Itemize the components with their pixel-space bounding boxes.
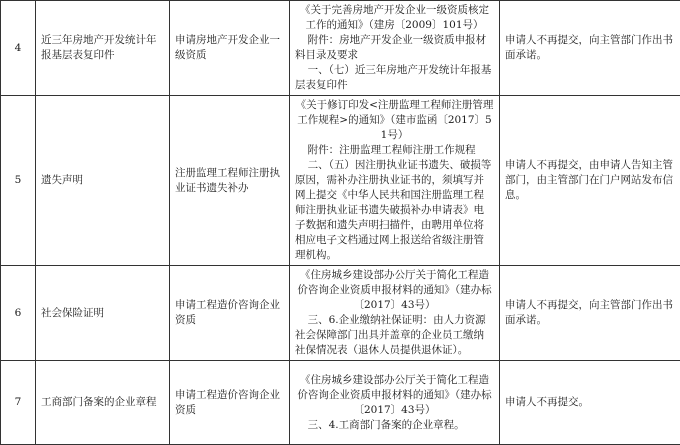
replacement-measure: 申请人不再提交。 — [500, 361, 680, 445]
related-item: 申请工程造价咨询企业资质 — [170, 266, 290, 361]
basis-cell — [290, 96, 500, 266]
row-number: 6 — [1, 266, 36, 361]
table-row — [1, 1, 680, 96]
replacement-measure: 申请人不再提交，向主管部门作出书面承诺。 — [500, 1, 680, 96]
basis-line: 附件：注册监理工程师注册工作规程 — [295, 143, 494, 158]
related-item: 注册监理工程师注册执业证书遗失补办 — [170, 96, 290, 266]
table-row — [1, 361, 680, 445]
row-number: 5 — [1, 96, 36, 266]
replacement-measure: 申请人不再提交，由申请人告知主管部门，由主管部门在门户网站发布信息。 — [500, 96, 680, 266]
basis-document: 《住房城乡建设部办公厅关于简化工程造价咨询企业资质申报材料的通知》（建办标〔2017〕43号） — [295, 268, 494, 313]
basis-line: 二、（五）因注册执业证书遗失、破损等原因，需补办注册执业证书的，须填写并网上提交《中华人民共和国注册监理工程师注册执业证书遗失破损补办申请表》电子数据和遗失声明扫描件，由聘用单位将相应电子文档通过网上报送给省级注册管理机构。 — [295, 158, 494, 263]
material-name: 工商部门备案的企业章程 — [36, 361, 170, 445]
basis-document: 《关于修订印发<注册监理工程师注册管理工作规程>的通知》（建市监函〔2017〕51号） — [295, 98, 494, 143]
basis-cell — [290, 266, 500, 361]
basis-line: 三、4.工商部门备案的企业章程。 — [295, 418, 494, 433]
material-name: 社会保险证明 — [36, 266, 170, 361]
table-row — [1, 266, 680, 361]
row-number: 7 — [1, 361, 36, 445]
basis-document: 《关于完善房地产开发企业一级资质核定工作的通知》（建房〔2009〕101号） — [295, 3, 494, 33]
row-number: 4 — [1, 1, 36, 96]
related-item: 申请房地产开发企业一级资质 — [170, 1, 290, 96]
table-row — [1, 96, 680, 266]
basis-cell — [290, 1, 500, 96]
basis-line: 三、6.企业缴纳社保证明：由人力资源社会保障部门出具并盖章的企业员工缴纳社保情况表（退休人员提供退休证）。 — [295, 313, 494, 358]
material-name: 遗失声明 — [36, 96, 170, 266]
basis-cell — [290, 361, 500, 445]
basis-document: 《住房城乡建设部办公厅关于简化工程造价咨询企业资质申报材料的通知》（建办标〔2017〕43号） — [295, 373, 494, 418]
basis-line: 一、（七）近三年房地产开发统计年报基层表复印件 — [295, 63, 494, 93]
material-name: 近三年房地产开发统计年报基层表复印件 — [36, 1, 170, 96]
basis-line: 附件：房地产开发企业一级资质申报材料目录及要求 — [295, 33, 494, 63]
replacement-measure: 申请人不再提交，向主管部门作出书面承诺。 — [500, 266, 680, 361]
related-item: 申请工程造价咨询企业资质 — [170, 361, 290, 445]
